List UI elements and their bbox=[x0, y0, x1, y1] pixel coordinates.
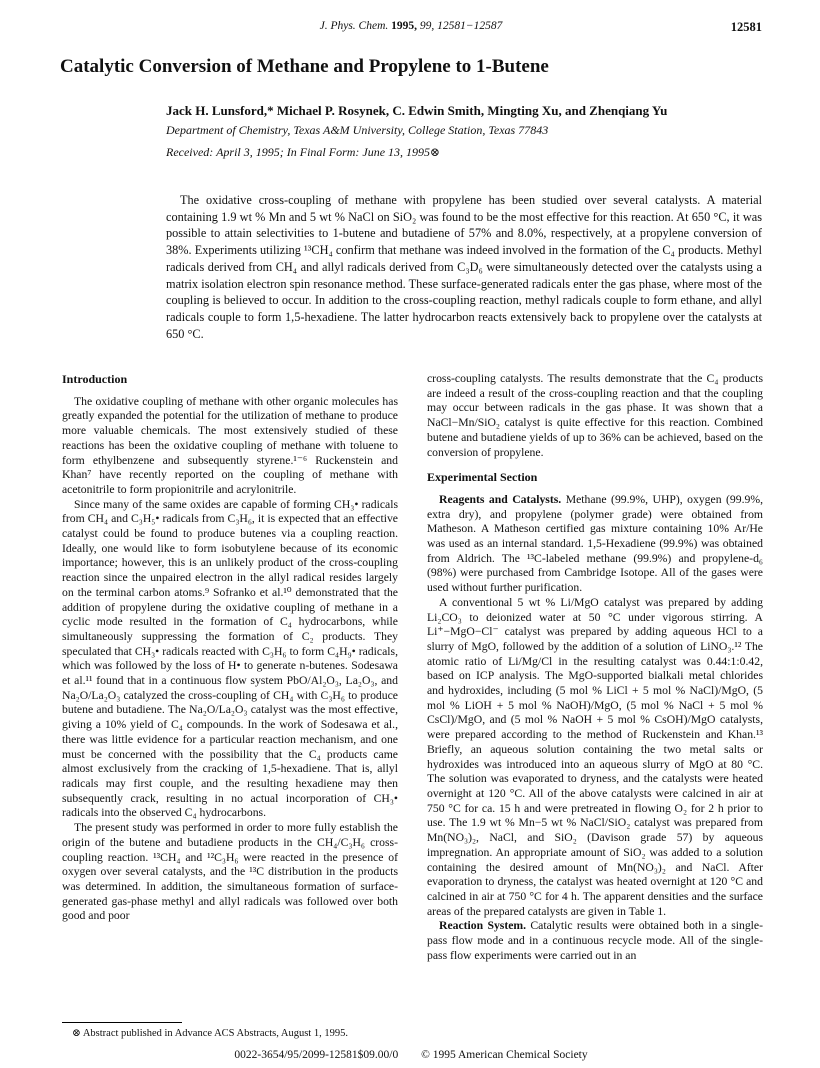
paragraph: Since many of the same oxides are capable of forming CH₃• radicals from CH₄ and C₃H₅• radicals from C₃H₆, it is expected that an effective catalyst could be found to produce butenes via a coupling reaction. Ideally, one would like to form isobutylene because of its economic importance; however, this is an unlikely product of the cross-coupling reaction since the unpaired electron in the allyl radical resides largely on the terminal carbon atoms.⁹ Sofranko et al.¹⁰ demonstrated that the addition of propylene during the oxidative coupling of methane in a cyclic mode resulted in the formation of C₄ hydrocarbons, while simultaneously suppressing the formation of C₂ products. They speculated that CH₃• radicals reacted with C₃H₆ to form C₄H₉• radicals, which was followed by the loss of H• to generate n-butenes. Sodesawa et al.¹¹ found that in a continuous flow system PbO/Al₂O₃, La₂O₃, and Na₂O/La₂O₃ catalyzed the cross-coupling of CH₄ with C₃H₆ to produce butene and butadiene. The Na₂O/La₂O₃ catalyst was the most effective, giving a 10% yield of C₄ compounds. In the work of Sodesawa et al., there was little evidence for a particular reaction mechanism, and one must be concerned with the possibility that the C₄ products came almost exclusively from the cracking of 1,5-hexadiene. That is, allyl radicals may first couple, and the resulting hexadiene may then subsequently crack, resulting in no actual incorporation of CH₃• radicals into the observed C₄ hydrocarbons. bbox=[62, 497, 398, 820]
left-column bbox=[62, 372, 398, 924]
page-number: 12581 bbox=[730, 20, 762, 34]
article-title: Catalytic Conversion of Methane and Propylene to 1-Butene bbox=[60, 56, 549, 77]
paragraph: The oxidative coupling of methane with other organic molecules has greatly expanded the potential for the utilization of methane to produce more valuable chemicals. The most extensively studied of these reactions has been the oxidative coupling of methane with toluene to form ethylbenzene and subsequently styrene.¹⁻⁶ Ruckenstein and Khan⁷ have recently reported on the coupling of methane with acetonitrile to form propionitrile and acrylonitrile. bbox=[62, 394, 398, 496]
volume-pages: 99, 12581−12587 bbox=[419, 20, 503, 32]
subsection-title-reagents: Reagents and Catalysts. bbox=[439, 492, 562, 506]
footnote: ⊗ Abstract published in Advance ACS Abstracts, August 1, 1995. bbox=[72, 1028, 348, 1039]
journal-year: 1995, bbox=[391, 20, 418, 32]
paragraph: The present study was performed in order to more fully establish the origin of the butene and butadiene products in the CH₄/C₃H₆ cross-coupling reaction. ¹³CH₄ and ¹²C₃H₆ were reacted in the presence of oxygen over several catalysts, and the ¹³C distribution in the products was determined. In addition, the simultaneous formation of surface-generated gas-phase methyl and allyl radicals was followed over both good and poor bbox=[62, 821, 398, 923]
paragraph: cross-coupling catalysts. The results demonstrate that the C₄ products are indeed a result of the cross-coupling reaction and that the coupling may occur between radicals in the gas phase. It was shown that a NaCl−Mn/SiO₂ catalyst is quite effective for this reaction. Combined butene and butadiene yields of up to 36% can be achieved, based on the conversion of propylene. bbox=[427, 372, 763, 459]
section-heading-introduction: Introduction bbox=[62, 372, 128, 386]
article-code: 0022-3654/95/2099-12581$09.00/0 bbox=[234, 1049, 399, 1061]
running-header bbox=[60, 20, 762, 36]
paragraph-text: Methane (99.9%, UHP), oxygen (99.9%, extra dry), and propylene (polymer grade) were obtained from Matheson. A Matheson certified gas mixture containing 10% Ar/He was used as an internal standard. 1,5-Hexadiene (99.9%) was obtained from Aldrich. The ¹³C-labeled methane (99.9%) and propylene-d₆ (98%) were purchased from Cambridge Isotope. All of the gases were used without further purification. bbox=[427, 492, 764, 595]
paragraph bbox=[427, 919, 763, 963]
footnote-rule bbox=[62, 1022, 182, 1023]
paragraph: A conventional 5 wt % Li/MgO catalyst was prepared by adding Li₂CO₃ to deionized water at 50 °C under vigorous stirring. A Li⁺−MgO−Cl⁻ catalyst was prepared by adding aqueous HCl to a slurry of MgO, followed by the addition of a solution of LiNO₃.¹² The atomic ratio of Li/Mg/Cl in the resulting catalyst was 0.44:1:0.42, based on ICP analysis. The MgO-supported bialkali metal chlorides and hydroxides, including (5 mol % LiCl + 5 mol % NaCl)/MgO, (5 mol % LiOH + 5 mol % NaOH)/MgO, (5 mol % NaCl + 5 mol % CsCl)/MgO, and (5 mol % NaOH + 5 mol % CsOH)/MgO catalysts, were prepared according to the method of Ruckenstein and Khan.¹³ Briefly, an aqueous solution containing the two metal salts or hydroxides was introduced into an aqueous slurry of MgO at 80 °C. The solution was evaporated to dryness, and the catalysts were heated overnight at 120 °C. All of the above catalysts were calcined in air at 750 °C for ca. 15 h and were pretreated in flowing O₂ for 2 h prior to use. The 1.9 wt % Mn−5 wt % NaCl/SiO₂ catalyst was prepared from Mn(NO₃)₂, NaCl, and SiO₂ (Davison grade 57) by aqueous impregnation. An appropriate amount of SiO₂ was added to a solution containing the desired amount of Mn(NO₃)₂ and NaCl. After evaporation to dryness, the catalyst was heated overnight at 120 °C and calcined in air at 750 °C for 4 h. The apparent densities and the surface areas of the prepared catalysts are given in Table 1. bbox=[427, 595, 763, 918]
author-list: Jack H. Lunsford,* Michael P. Rosynek, C. Edwin Smith, Mingting Xu, and Zhenqiang Yu bbox=[166, 103, 668, 118]
affiliation: Department of Chemistry, Texas A&M University, College Station, Texas 77843 bbox=[166, 123, 549, 137]
subsection-title-reaction-system: Reaction System. bbox=[439, 919, 527, 933]
section-heading-experimental: Experimental Section bbox=[427, 470, 538, 485]
journal-name: J. Phys. Chem. bbox=[319, 20, 389, 32]
copyright: © 1995 American Chemical Society bbox=[421, 1049, 588, 1061]
paragraph-text: Catalytic results were obtained both in a single-pass flow mode and in a continuous recycle mode. All of the single-pass flow experiments were carried out in an bbox=[427, 919, 764, 962]
paragraph bbox=[427, 493, 763, 596]
received-dates: Received: April 3, 1995; In Final Form: June 13, 1995⊗ bbox=[166, 145, 441, 159]
citation-line bbox=[60, 20, 762, 32]
abstract: The oxidative cross-coupling of methane with propylene has been studied over several catalysts. A material containing 1.9 wt % Mn and 5 wt % NaCl on SiO₂ was found to be the most effective for this reaction. At 650 °C, it was possible to attain selectivities to 1-butene and butadiene of 57% and 8.0%, respectively, at a propylene conversion of 38%. Experiments utilizing ¹³CH₄ confirm that methane was indeed involved in the formation of the C₄ products. Methyl radicals derived from CH₄ and allyl radicals derived from C₃D₆ were simultaneously detected over the catalysts using a matrix isolation electron spin resonance method. These surface-generated radicals enter the gas phase, where most of the coupling is believed to occur. In addition to the cross-coupling reaction, methyl radicals couple to form ethane, and allyl radicals couple to form 1,5-hexadiene. The latter hydrocarbon reacts extensively back to propylene over the catalysts at 650 °C. bbox=[166, 193, 762, 341]
right-column bbox=[427, 372, 763, 963]
page-footer bbox=[60, 1049, 762, 1061]
